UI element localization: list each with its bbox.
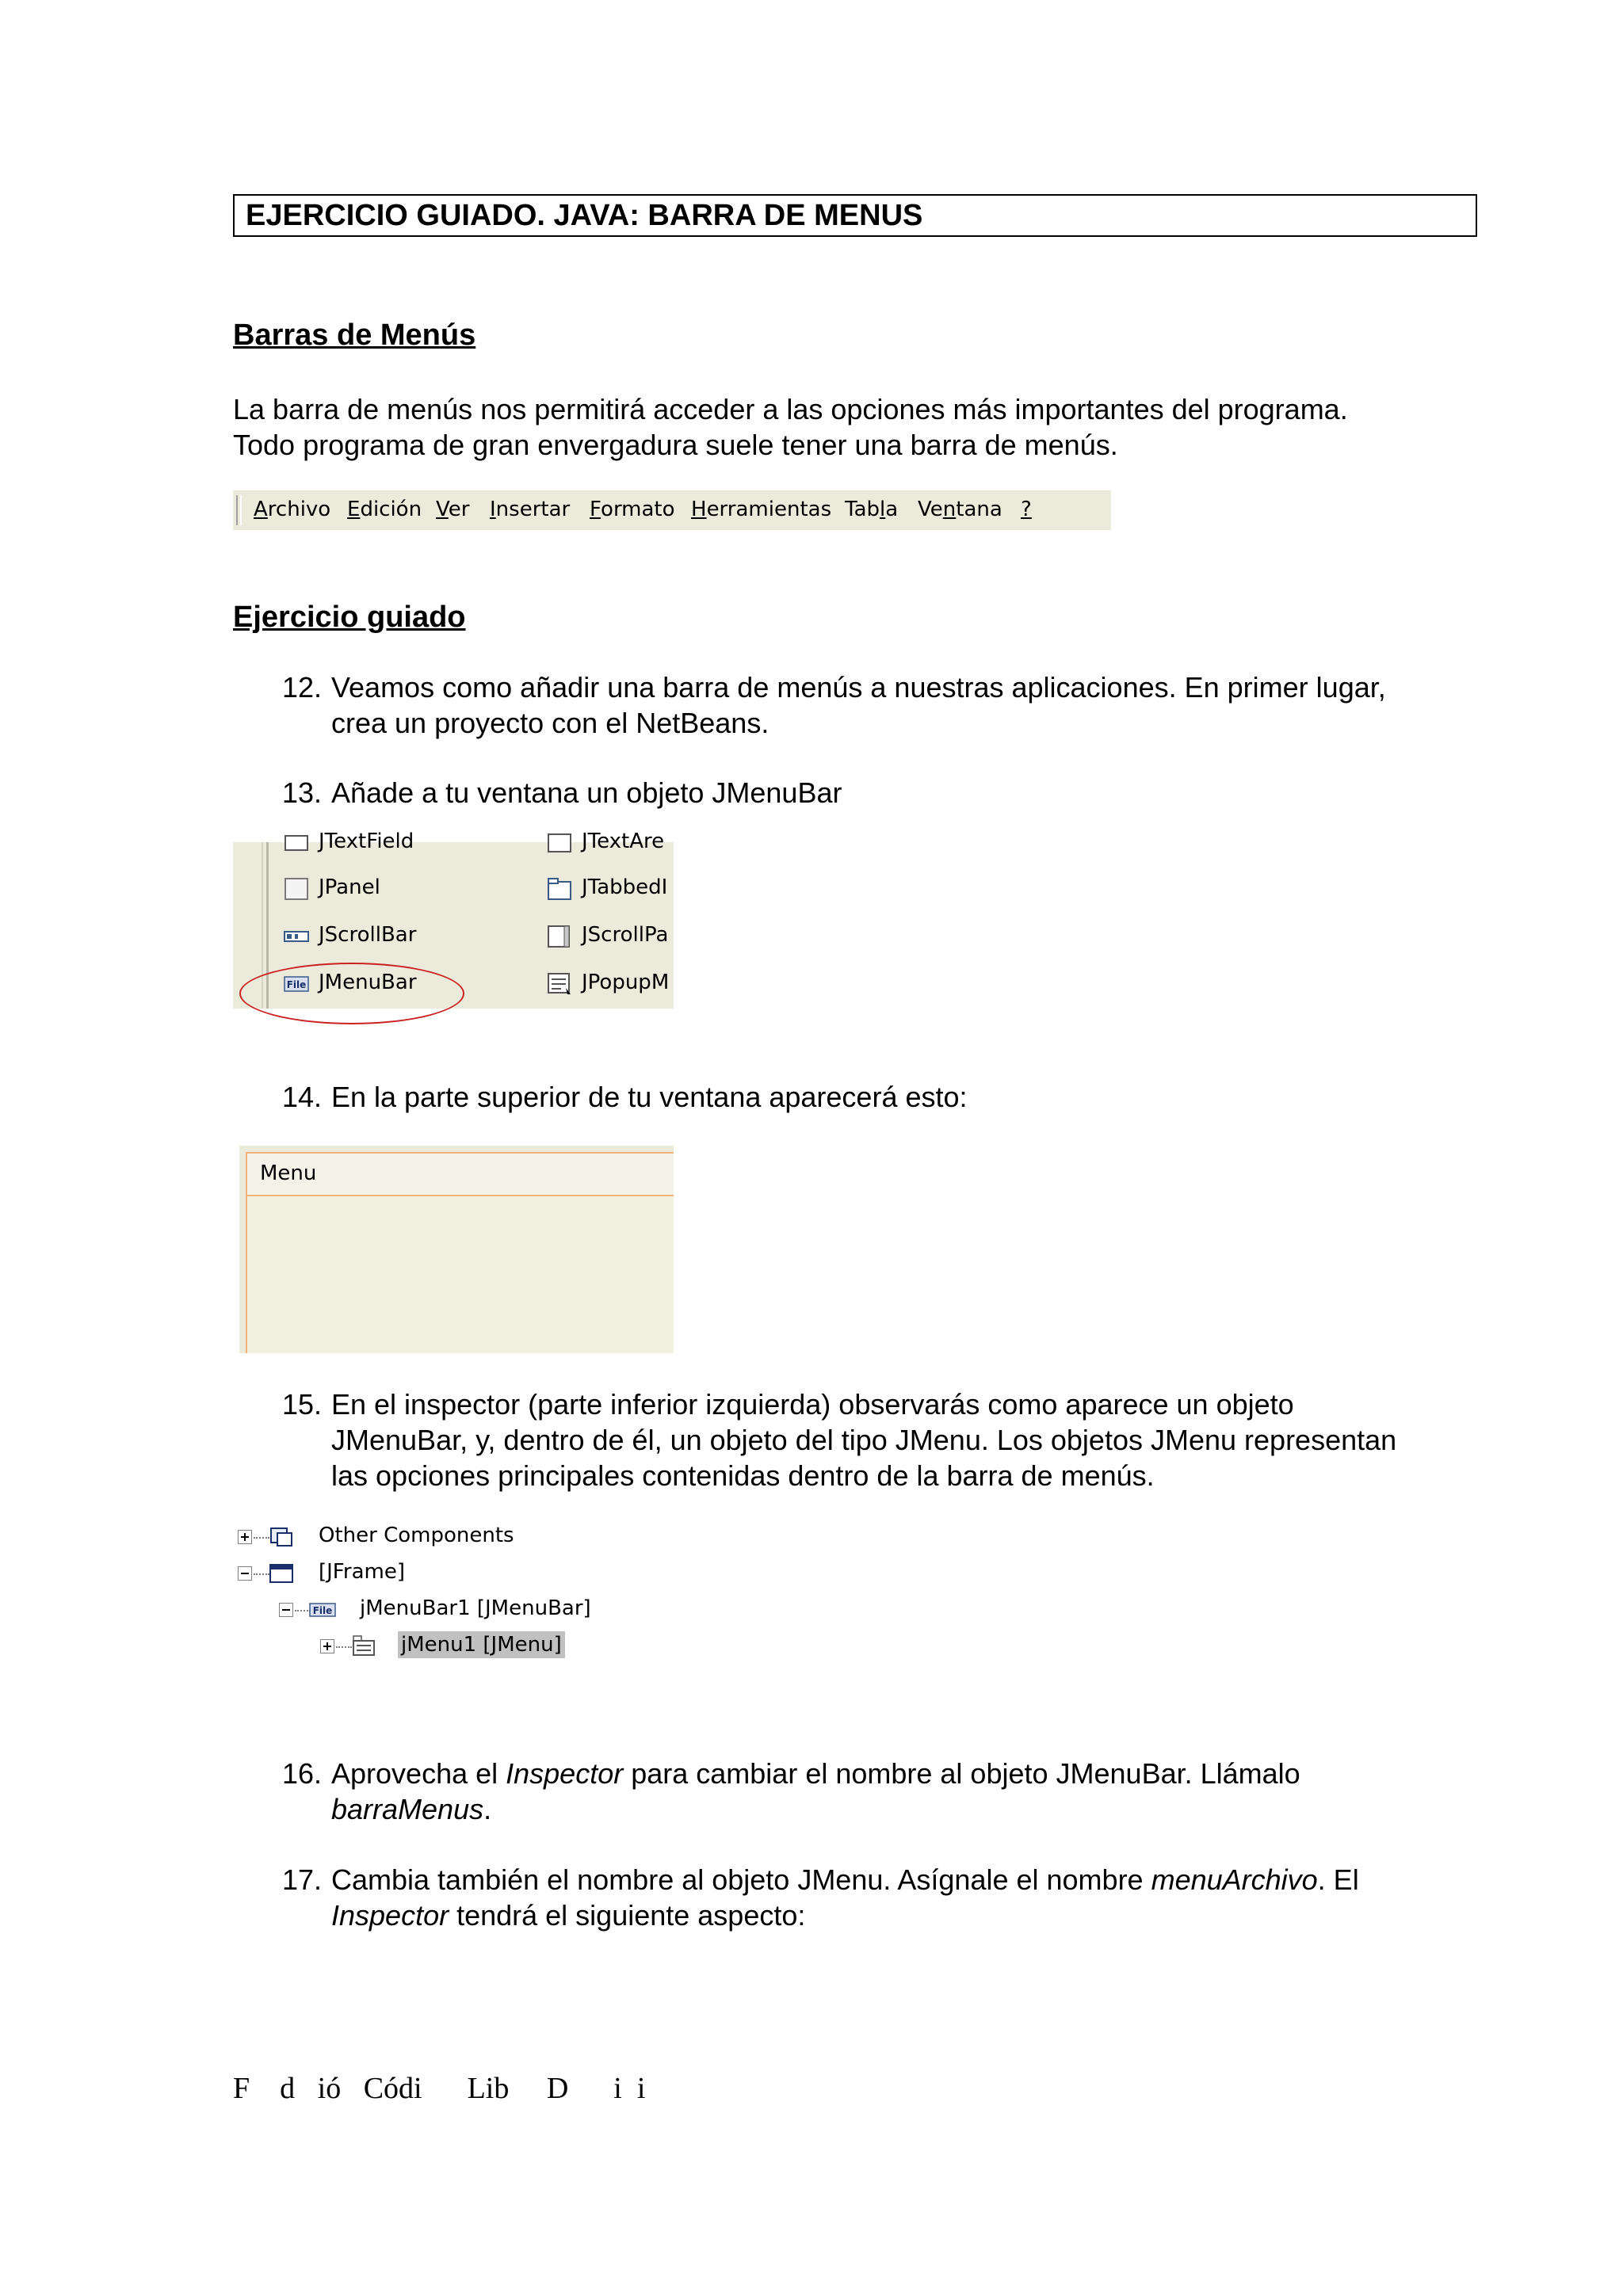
- frame-icon: [268, 1562, 295, 1585]
- menu-item-formato: Formato: [590, 498, 675, 521]
- expand-icon: [238, 1530, 252, 1544]
- menu-item-ver: Ver: [436, 498, 470, 521]
- page-footer: F d ió Códi Lib D i i: [233, 2072, 646, 2105]
- menu-item-tabla: Tabla: [845, 498, 899, 521]
- inspector-tree-image: [233, 1519, 598, 1677]
- intro-line-2: Todo programa de gran envergadura suele tener una barra de menús.: [233, 429, 1118, 461]
- menu-item-edicion: Edición: [347, 498, 422, 521]
- expand-icon: [320, 1639, 334, 1653]
- menu-item-ventana: Ventana: [918, 498, 1002, 521]
- collapse-icon: [279, 1603, 293, 1617]
- tree-node-other-components: Other Components: [233, 1522, 598, 1554]
- highlight-ellipse: [239, 963, 464, 1024]
- intro-line-1: La barra de menús nos permitirá acceder a las opciones más importantes del programa.: [233, 393, 1348, 425]
- panel-icon: [284, 877, 309, 901]
- textarea-icon: [547, 831, 572, 855]
- menubar-example-image: [233, 490, 1111, 530]
- menubar-designer-image: [239, 1146, 674, 1353]
- menu-item-herramientas: Herramientas: [691, 498, 832, 521]
- menubar-grip: [236, 495, 242, 525]
- tree-node-jframe: [JFrame]: [233, 1558, 598, 1590]
- menu-icon: [350, 1634, 377, 1658]
- section-heading-menu-bars: Barras de Menús: [233, 318, 476, 352]
- menu-header: [247, 1154, 674, 1196]
- textfield-icon: [284, 831, 309, 855]
- menu-item-insertar: Insertar: [490, 498, 571, 521]
- scrollpane-icon: [547, 925, 572, 948]
- file-menu-icon: [309, 1598, 336, 1622]
- tabbed-pane-icon: [547, 877, 572, 901]
- scrollbar-icon: [284, 925, 309, 948]
- components-icon: [268, 1525, 295, 1549]
- tree-node-jmenu: jMenu1 [JMenu]: [315, 1631, 601, 1663]
- document-page: EJERCICIO GUIADO. JAVA: BARRA DE MENUS Barras de Menús La barra de menús nos permitirá acceder a las opciones más importantes del programa. Todo programa de gran envergadura suele tener una barra de menús. Archivo Edición Ver Insertar Formato Herramientas Tabla Ventana ? Ejercicio guiado 12. Veamos como añadir una barra de menús a nuestras aplicaciones. En primer lugar, crea un proyecto con el NetBeans. 13. Añade a tu ventana un objeto JMenuBar JTextField JTextAre JPanel JTabbedI JScrollBar JScrollPa File JMenuBar JPopupM 14. En la parte superior de tu ventana aparecerá esto: Menu 15. En el inspector (parte inferior izquierda) observarás como aparece un objeto JMenuBar, y, dentro de él, un objeto del tipo JMenu. Los objetos JMenu representan las opciones principales contenidas dentro de la barra de menús. Other Components [JFrame] File jMenuBar1 [JMenuBar] jMenu1 [JMenu] 16. Aprovecha el Inspector para cambiar el nombre al objeto JMenuBar. Llámalo barraMenus. 17. Cambia también el nombre al objeto JMenu. Asígnale el nombre menuArchivo. El Inspector tendrá el siguiente aspecto: F d ió Códi Lib D i i: [0, 0, 1623, 2296]
- svg-text:File: File: [312, 1605, 333, 1616]
- collapse-icon: [238, 1566, 252, 1581]
- document-title: EJERCICIO GUIADO. JAVA: BARRA DE MENUS: [233, 194, 1477, 237]
- menu-item-help: ?: [1021, 498, 1032, 521]
- section-heading-guided-exercise: Ejercicio guiado: [233, 601, 466, 634]
- menu-item-archivo: Archivo: [254, 498, 331, 521]
- component-palette-image: JTextField JTextAre JPanel JTabbedI JScrollBar JScrollPa File JMenuBar JPopupM: [233, 842, 674, 1009]
- menu-label: Menu: [260, 1161, 317, 1185]
- tree-node-jmenubar: File jMenuBar1 [JMenuBar]: [274, 1595, 607, 1627]
- svg-text:File: File: [286, 979, 307, 990]
- popup-menu-icon: [547, 972, 572, 996]
